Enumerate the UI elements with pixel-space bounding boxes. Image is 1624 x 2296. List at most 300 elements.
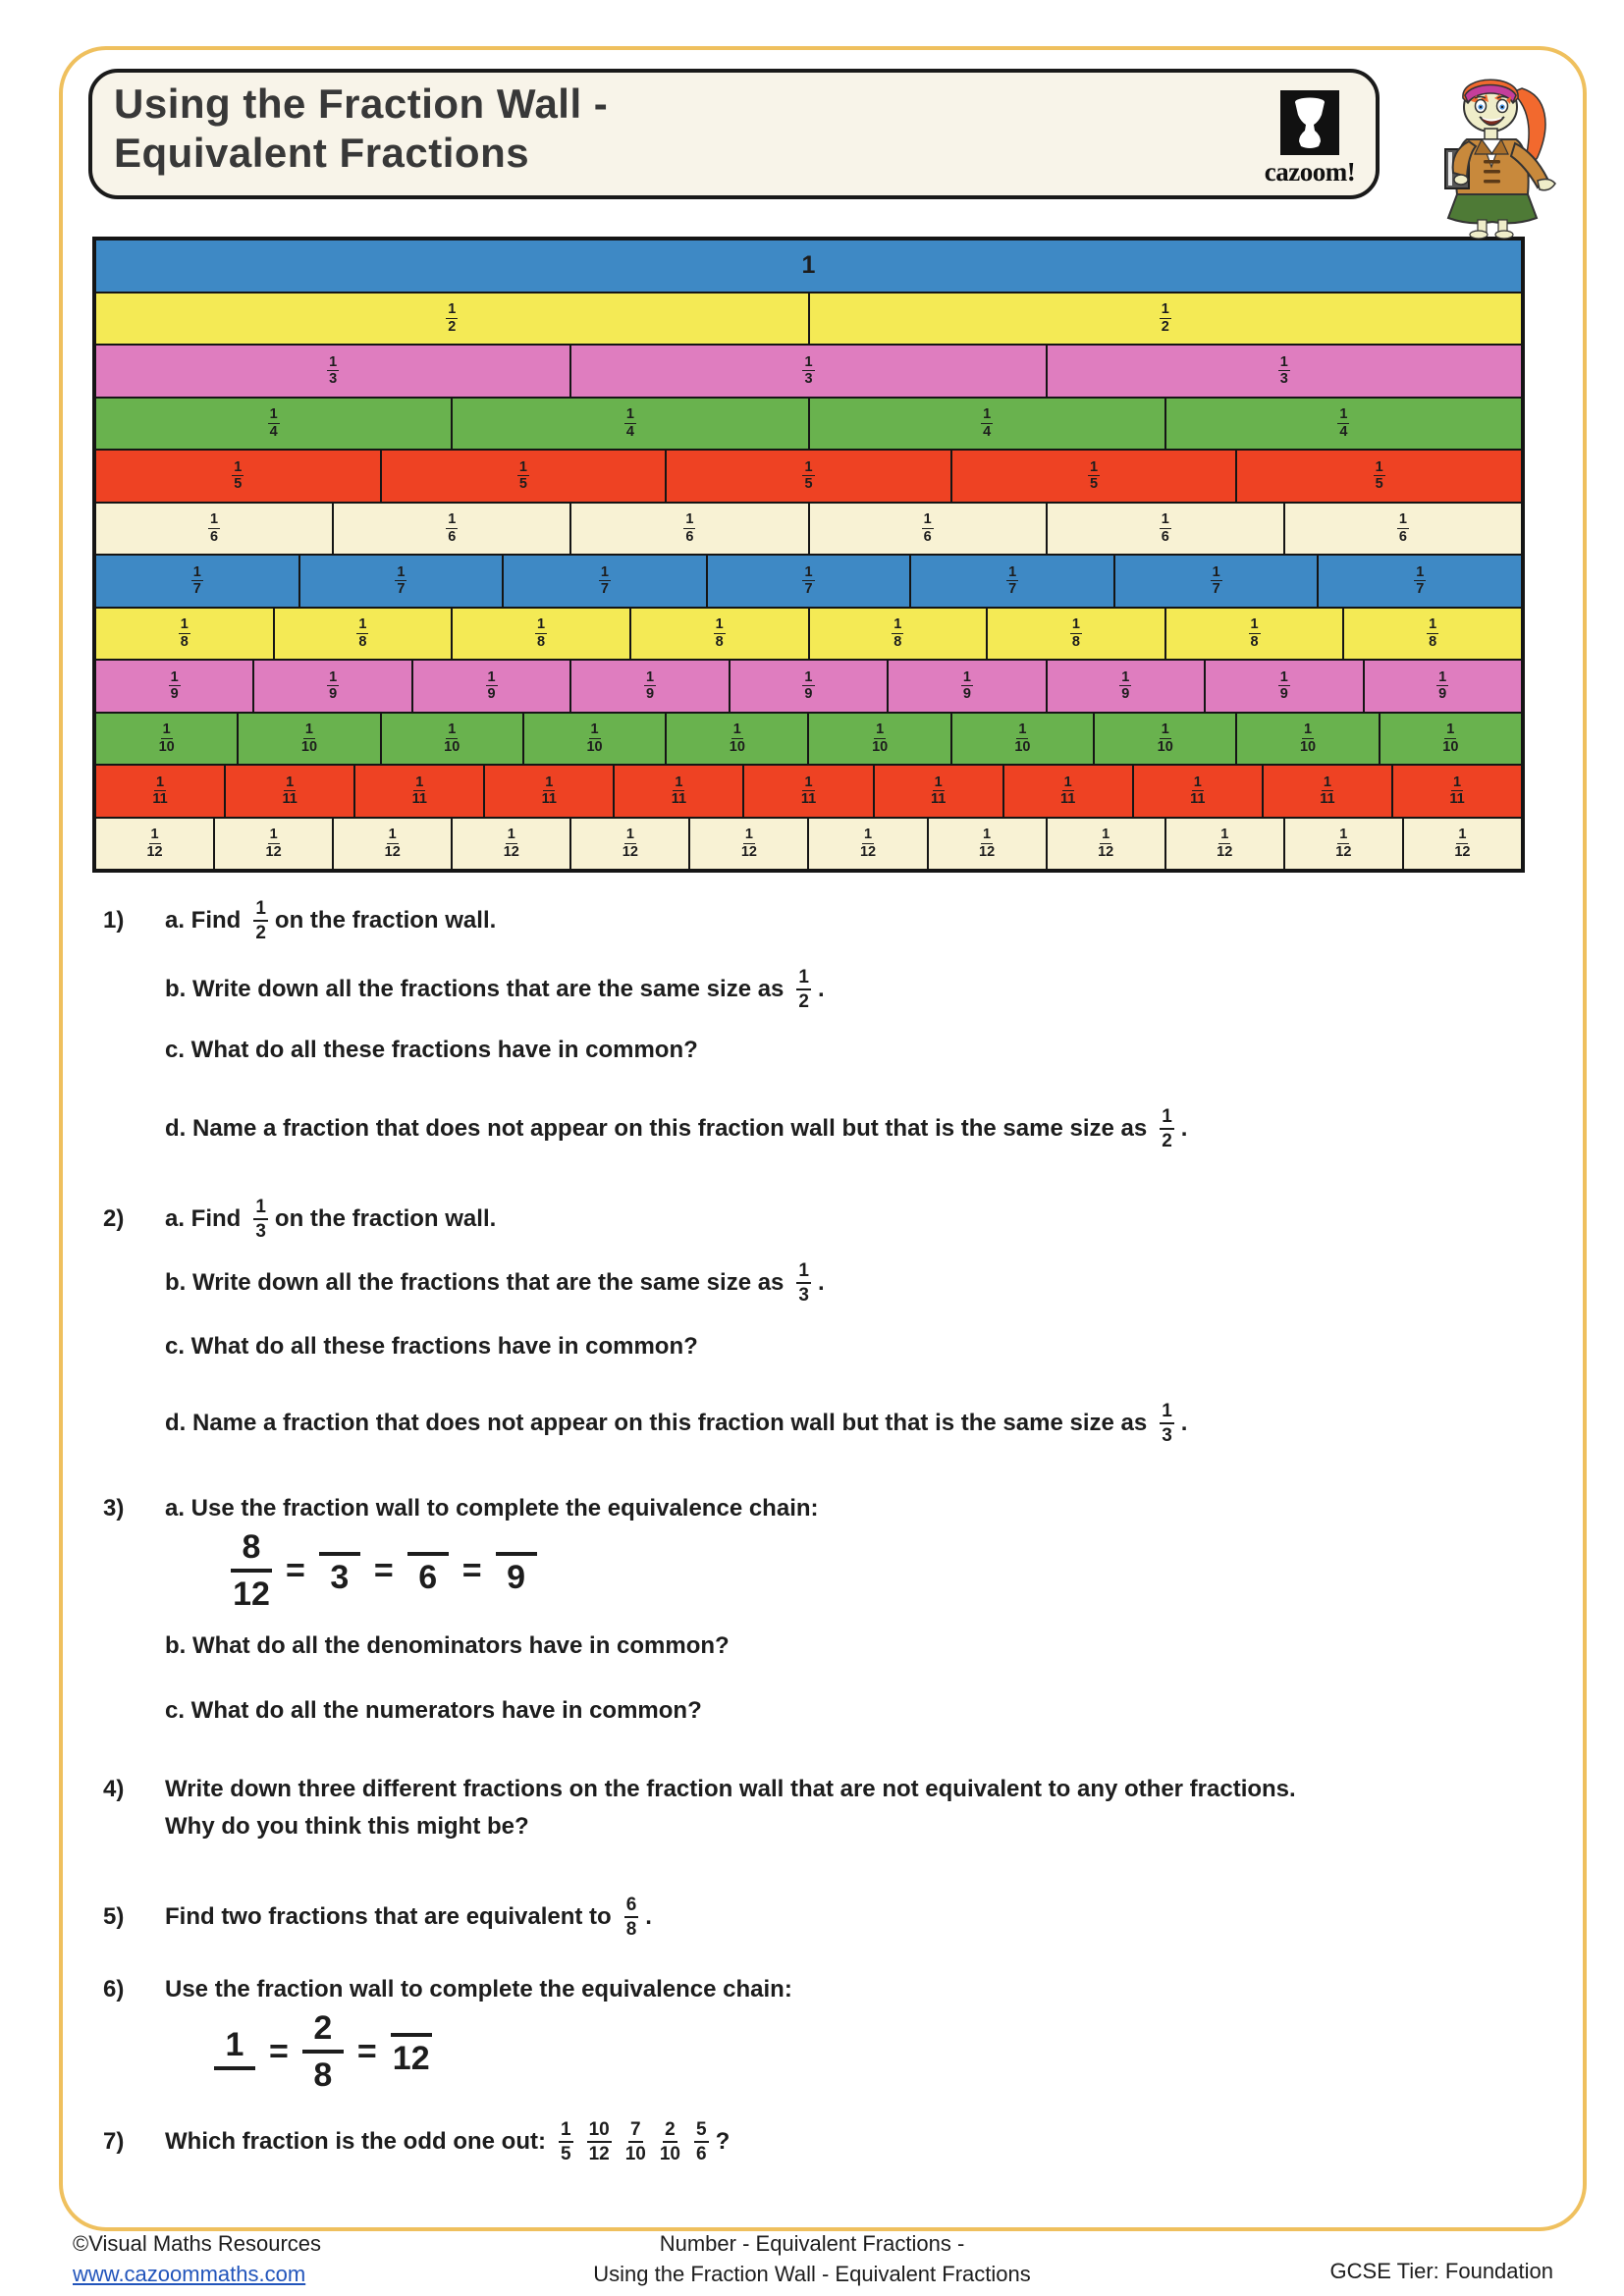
fraction-denominator: 11 [800,791,817,808]
fraction [1190,775,1205,807]
fraction [1006,565,1018,597]
fraction-numerator: 1 [214,2028,255,2070]
question-1a [165,899,502,942]
fraction-denominator: 10 [1299,738,1317,755]
fraction-numerator: 8 [231,1530,272,1573]
fraction-cell-1-5 [1236,450,1522,503]
fraction [979,828,995,859]
fraction-numerator: 1 [675,774,683,790]
fraction [356,617,368,649]
fraction [625,2120,646,2163]
fraction-denominator: 6 [685,528,694,545]
fraction-denominator: 12 [622,843,638,860]
fraction [796,1261,811,1305]
fraction-denominator: 6 [448,528,457,545]
fraction-denominator: 4 [1339,423,1348,440]
fraction [282,775,297,807]
fraction-cell-1-8 [452,608,630,661]
fraction-denominator: 8 [893,633,902,650]
fraction-cell-1-12 [214,818,333,871]
fraction-cell-1-10 [951,713,1094,766]
wall-row-6 [95,503,1522,556]
drum-icon [1280,90,1339,155]
fraction-cell-1-8 [274,608,453,661]
fraction-numerator: 1 [983,406,992,423]
fraction [1335,828,1351,859]
fraction-numerator: 10 [587,2120,612,2143]
fraction [931,775,946,807]
fraction-cell-1-11 [1263,765,1392,818]
fraction-denominator [214,2070,255,2075]
fraction-numerator: 1 [1398,511,1407,528]
fraction-cell-1-8 [95,608,274,661]
fraction-cell-1-11 [1392,765,1522,818]
fraction [1414,565,1426,597]
fraction-numerator: 1 [448,721,457,738]
fraction-denominator: 11 [1449,791,1465,808]
fraction-denominator: 6 [695,2144,707,2164]
fraction-denominator: 8 [625,1919,637,1940]
page-title [114,80,608,178]
question-3-number: 3) [103,1495,125,1522]
fraction-denominator: 12 [588,2144,610,2164]
fraction [444,722,460,754]
text: b. Write down all the fractions that are the same size as [165,976,785,1002]
fraction-cell-1-4 [809,398,1165,451]
fraction-denominator: 8 [537,633,546,650]
question-4-number: 4) [103,1776,125,1802]
wall-row-3 [95,345,1522,398]
fraction-cell-1-11 [484,765,614,818]
fraction-denominator: 10 [624,2144,646,2164]
fraction-numerator: 1 [796,1261,811,1284]
logo-text: cazoom! [1264,157,1356,187]
fraction [1160,512,1171,544]
fraction-numerator: 2 [663,2120,677,2143]
fraction-numerator: 1 [1063,774,1072,790]
fraction-denominator: 5 [1090,476,1099,493]
fraction-cell-1-12 [452,818,570,871]
fraction-denominator: 11 [411,791,427,808]
fraction-denominator: 12 [233,1575,270,1613]
fraction-denominator: 9 [962,686,971,703]
fraction [327,355,339,387]
fraction-cell-1-12 [333,818,452,871]
fraction-cell-1-12 [1403,818,1522,871]
equals-sign: = [286,1551,305,1589]
wall-row-4 [95,398,1522,451]
wall-row-10 [95,713,1522,766]
text: Which fraction is the odd one out: [165,2128,546,2155]
fraction [1158,722,1173,754]
fraction-cell-1-11 [225,765,354,818]
wall-row-2 [95,293,1522,346]
fraction-numerator: 1 [329,668,338,685]
fraction-denominator: 11 [541,791,557,808]
footer-topic-line2: Using the Fraction Wall - Equivalent Fractions [593,2262,1031,2286]
fraction-numerator: 1 [156,774,165,790]
fraction-denominator: 8 [313,2056,333,2094]
fraction-denominator: 10 [586,738,603,755]
fraction [1374,460,1385,492]
fraction-cell-1-9 [1047,660,1205,713]
fraction-numerator: 1 [962,668,971,685]
text: . [645,1903,652,1930]
fraction-numerator: 1 [518,458,527,475]
fraction-cell-1-11 [354,765,484,818]
text: Why do you think this might be? [165,1813,529,1840]
fraction [1337,407,1349,439]
fraction-denominator: 12 [146,843,163,860]
fraction-numerator: 1 [253,1198,268,1220]
question-1c [165,1037,704,1064]
question-3a [165,1495,825,1522]
text: c. What do all the numerators have in common? [165,1697,702,1724]
equivalence-chain-q3 [221,1530,547,1611]
question-7-number: 7) [103,2128,125,2155]
fraction-denominator: 8 [1250,633,1259,650]
fraction-denominator: 6 [210,528,219,545]
fraction-numerator: 1 [1250,616,1259,633]
question-5-line [165,1896,658,1939]
fraction [542,775,557,807]
wall-label-1: 1 [801,251,816,280]
fraction-numerator: 1 [1220,827,1229,843]
fraction-denominator: 8 [358,633,367,650]
fraction-denominator: 7 [1416,581,1425,598]
fraction-denominator: 10 [444,738,460,755]
question-5-number: 5) [103,1903,125,1930]
fraction-numerator: 1 [590,721,599,738]
fraction-cell-1-11 [614,765,743,818]
fraction-numerator: 1 [1279,353,1288,370]
fraction-denominator: 3 [798,1285,809,1306]
wall-row-9 [95,660,1522,713]
fraction-numerator: 1 [983,827,992,843]
fraction-denominator: 10 [1014,738,1031,755]
question-2d [165,1402,1193,1445]
fraction [586,722,602,754]
fraction [624,407,636,439]
fraction-cell-1-9 [730,660,888,713]
fraction-denominator: 9 [1121,686,1130,703]
fraction [385,828,401,859]
fraction-denominator: 11 [930,791,947,808]
fraction-cell-1-4 [1165,398,1522,451]
fraction [741,828,757,859]
fraction-denominator: 10 [158,738,175,755]
fraction [1427,617,1438,649]
fraction-cell-1-7 [1318,555,1522,608]
text: d. Name a fraction that does not appear on this fraction wall but that is the same size as [165,1410,1148,1436]
fraction-numerator: 1 [253,899,268,922]
fraction-cell-1-12 [570,818,689,871]
fraction-cell-1-12 [1284,818,1403,871]
question-6-number: 6) [103,1976,125,2002]
fraction-denominator: 11 [152,791,168,808]
fraction [714,617,726,649]
fraction-cell-1-9 [253,660,411,713]
fraction [1098,828,1113,859]
footer-topic-line1: Number - Equivalent Fractions - [659,2231,965,2256]
text: Use the fraction wall to complete the equivalence chain: [165,1976,792,2002]
text: Write down three different fractions on the fraction wall that are not equivalent to any other fractions. [165,1776,1296,1802]
fraction-cell-1-11 [874,765,1003,818]
fraction-numerator: 1 [269,827,278,843]
fraction [802,355,814,387]
fraction-denominator: 12 [384,843,401,860]
fraction-numerator [407,1547,449,1556]
fraction-numerator: 1 [804,458,813,475]
fraction-numerator: 1 [180,616,189,633]
equivalence-chain-q6 [204,2011,442,2092]
page-title-line2: Equivalent Fractions [114,130,530,176]
fraction-denominator: 2 [255,923,266,943]
footer-website-link[interactable]: www.cazoommaths.com [73,2262,306,2286]
fraction-numerator: 1 [304,721,313,738]
fraction-cell-1-3 [95,345,570,398]
fraction-denominator: 12 [265,843,282,860]
fraction [412,775,427,807]
fraction-denominator: 10 [872,738,889,755]
fraction-cell-1-9 [412,660,570,713]
question-6-line [165,1976,798,2003]
question-4-line1 [165,1776,1302,1803]
fraction-denominator: 9 [507,1559,526,1596]
fraction-cell-1-8 [809,608,988,661]
fraction-numerator [496,1547,537,1556]
fraction-denominator: 2 [448,318,457,335]
fraction-cell-1-9 [95,660,253,713]
fraction [587,2120,612,2163]
text: c. What do all these fractions have in common? [165,1037,698,1063]
fraction [730,722,745,754]
fraction-denominator: 9 [645,686,655,703]
fraction-denominator: 12 [859,843,877,860]
fraction-denominator: 9 [1438,686,1447,703]
fraction-cell-1-10 [1380,713,1522,766]
fraction-denominator: 7 [192,581,201,598]
text: . [1180,1410,1188,1436]
question-2-number: 2) [103,1205,125,1232]
title-box [88,69,1380,199]
fraction-denominator: 11 [1190,791,1206,808]
fraction-denominator: 9 [329,686,338,703]
fraction-denominator: 9 [170,686,179,703]
fraction-denominator: 10 [659,2144,680,2164]
fraction-cell-1-4 [452,398,808,451]
fraction-cell-1-10 [523,713,666,766]
fraction-numerator: 1 [1212,563,1220,580]
fraction-denominator: 9 [487,686,496,703]
equals-sign: = [356,2032,377,2070]
fraction-cell-1 [95,240,1522,293]
text: Find two fractions that are equivalent to [165,1903,612,1930]
fraction [253,1198,268,1241]
fraction [623,828,638,859]
fraction [1160,1402,1174,1445]
fraction-numerator: 1 [150,827,159,843]
fraction-cell-1-10 [238,713,380,766]
fraction-numerator: 1 [1161,301,1169,318]
fraction-cell-1-9 [1205,660,1363,713]
fraction [892,617,903,649]
fraction [232,460,244,492]
fraction-numerator: 1 [804,563,813,580]
fraction-denominator: 3 [804,371,813,388]
fraction [801,775,816,807]
fraction-numerator: 6 [624,1896,639,1918]
text: d. Name a fraction that does not appear on this fraction wall but that is the same size as [165,1115,1148,1142]
fraction [446,512,458,544]
fraction [391,2028,432,2075]
text: c. What do all these fractions have in common? [165,1333,698,1360]
fraction-denominator: 7 [600,581,609,598]
fraction-denominator: 11 [1320,791,1335,808]
fraction-cell-1-11 [743,765,873,818]
fraction-numerator: 1 [545,774,554,790]
fraction-cell-1-12 [928,818,1047,871]
fraction-denominator: 7 [1212,581,1220,598]
fraction-cell-1-12 [808,818,927,871]
fraction [266,828,282,859]
fraction [407,1547,449,1594]
fraction [496,1547,537,1594]
fraction [301,722,317,754]
fraction-denominator: 3 [330,1559,350,1596]
fraction-cell-1-5 [666,450,951,503]
fraction-numerator: 1 [448,511,457,528]
fraction-numerator: 1 [170,668,179,685]
fraction-denominator: 8 [1429,633,1437,650]
fraction-denominator: 4 [983,423,992,440]
fraction [517,460,529,492]
fraction [802,670,814,702]
fraction-denominator: 10 [300,738,318,755]
wall-row-7 [95,555,1522,608]
fraction [1449,775,1464,807]
fraction-numerator: 7 [628,2120,643,2143]
fraction [559,2120,573,2163]
fraction [319,1547,360,1594]
fraction-numerator: 1 [625,827,634,843]
fraction-numerator: 1 [1018,721,1027,738]
fraction-numerator: 1 [1160,1402,1174,1424]
fraction-numerator: 1 [876,721,885,738]
fraction [796,968,811,1011]
fraction-numerator: 1 [487,668,496,685]
cazoom-logo [1231,90,1388,187]
fraction-numerator: 1 [804,774,813,790]
fraction-numerator: 1 [329,353,338,370]
fraction [1088,460,1100,492]
fraction-numerator: 1 [600,563,609,580]
wall-row-5 [95,450,1522,503]
fraction-numerator: 1 [286,774,295,790]
fraction [802,565,814,597]
fraction-numerator: 1 [1071,616,1080,633]
fraction-denominator: 11 [1060,791,1076,808]
fraction-cell-1-7 [503,555,707,608]
fraction [1211,565,1222,597]
fraction-denominator: 3 [255,1221,266,1242]
fraction-denominator: 5 [560,2144,571,2164]
fraction-cell-1-11 [1133,765,1263,818]
question-7-line [165,2120,735,2163]
fraction [672,775,686,807]
text: . [817,1269,825,1296]
text: . [1180,1115,1188,1142]
fraction-cell-1-4 [95,398,452,451]
fraction-numerator: 1 [1323,774,1331,790]
fraction-denominator: 6 [923,528,932,545]
fraction-denominator: 3 [1162,1425,1172,1446]
fraction [1320,775,1334,807]
fraction [961,670,973,702]
fraction [1217,828,1232,859]
fraction-numerator: 1 [162,721,171,738]
fraction-numerator: 1 [645,668,655,685]
fraction [1060,775,1075,807]
fraction [146,828,162,859]
fraction-cell-1-9 [1364,660,1522,713]
fraction-numerator: 1 [934,774,943,790]
fraction-denominator: 2 [798,991,809,1012]
fraction-numerator: 1 [1121,668,1130,685]
fraction [446,302,458,334]
fraction [486,670,498,702]
fraction-denominator: 12 [1217,843,1233,860]
fraction-cell-1-3 [1047,345,1522,398]
fraction [191,565,203,597]
text: b. What do all the denominators have in common? [165,1632,730,1659]
equals-sign: = [461,1551,482,1589]
fraction-cell-1-11 [95,765,225,818]
text: a. Use the fraction wall to complete the equivalence chain: [165,1495,819,1522]
wall-row-12 [95,818,1522,871]
fraction [1278,670,1290,702]
fraction [802,460,814,492]
fraction-denominator: 5 [1375,476,1383,493]
fraction-numerator: 1 [358,616,367,633]
fraction-cell-1-3 [570,345,1046,398]
fraction-numerator: 1 [685,511,694,528]
fraction [1397,512,1409,544]
fraction-numerator: 1 [1416,563,1425,580]
fraction-denominator: 7 [1008,581,1017,598]
fraction-cell-1-12 [95,818,214,871]
question-2b [165,1261,831,1305]
fraction-denominator: 5 [804,476,813,493]
text: b. Write down all the fractions that are the same size as [165,1269,785,1296]
fraction-denominator: 6 [1161,528,1169,545]
fraction [302,2011,344,2092]
fraction-numerator: 1 [863,827,873,843]
text: ? [715,2128,731,2155]
fraction-denominator: 10 [1157,738,1173,755]
fraction-denominator: 12 [503,843,519,860]
fraction-cell-1-5 [951,450,1237,503]
fraction-denominator: 8 [715,633,724,650]
fraction-numerator: 1 [234,458,243,475]
fraction-denominator: 5 [234,476,243,493]
question-2c [165,1333,704,1361]
fraction [1119,670,1131,702]
fraction-cell-1-12 [1047,818,1165,871]
fraction-cell-1-10 [1094,713,1236,766]
fraction-denominator: 5 [518,476,527,493]
fraction-denominator: 4 [269,423,278,440]
